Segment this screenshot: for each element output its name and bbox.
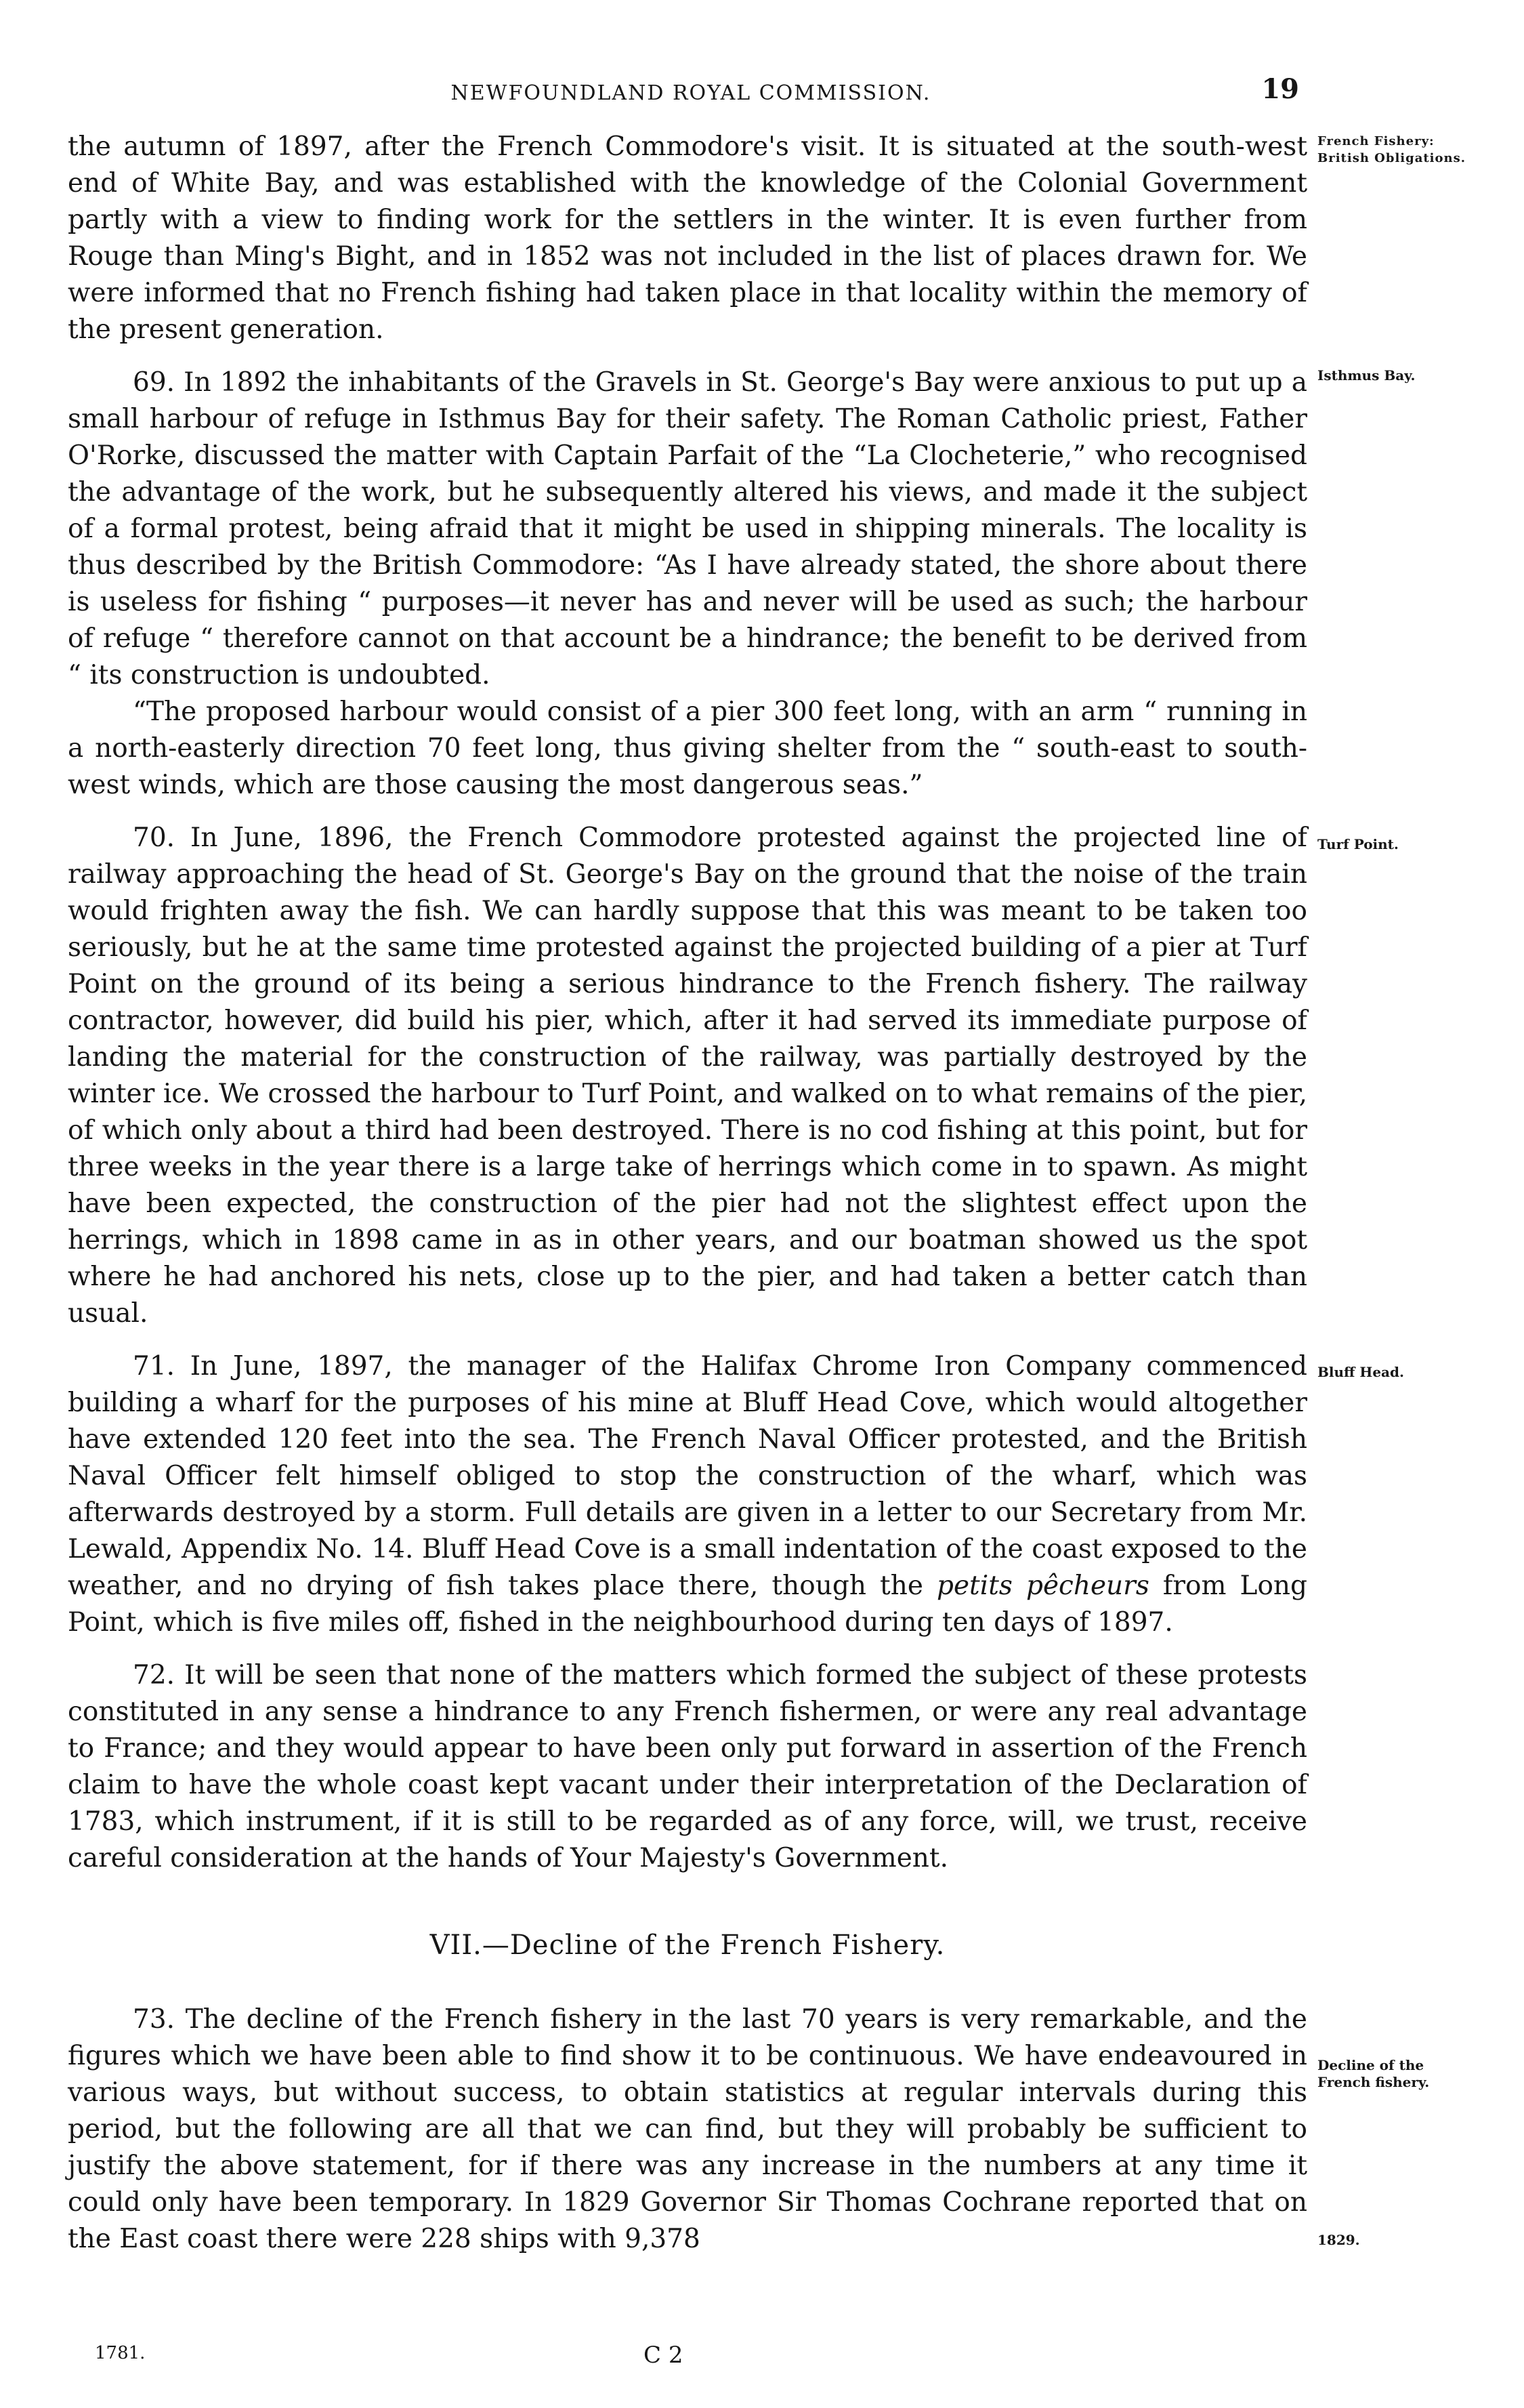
margin-note-isthmus-bay: Isthmus Bay. — [1317, 367, 1416, 383]
paragraph-continuation: the autumn of 1897, after the French Commodore's visit. It is situated at the south-west end of White Bay, and was established with the knowledge of the Colonial Government partly with a view to finding work for the settlers in the winter. It is even further from Rouge than Ming's Bight, and in 1852 was not included in the list of places drawn for. We were informed that no French fishing had taken place in that locality within the memory of the present generation. — [68, 131, 1307, 345]
paragraph-71 — [68, 1348, 1307, 1641]
print-mark: 1781. — [95, 2343, 146, 2363]
body-text — [68, 129, 1307, 2258]
margin-note-1829: 1829. — [1317, 2232, 1360, 2248]
signature-mark: C 2 — [643, 2342, 683, 2369]
paragraph-71-text-b: from Long Point, which is five miles off, fished in the neighbourhood during ten days of 1897. — [68, 1571, 1308, 1638]
paragraph-70: 70. In June, 1896, the French Commodore protested against the projected line of railway approaching the head of St. George's Bay on the ground that the noise of the train would frighten away the fish. We can hardly suppose that this was meant to be taken too seriously, but he at the same time protested against the projected building of a pier at Turf Point on the ground of its being a serious hindrance to the French fishery. The railway contractor, however, did build his pier, which, after it had served its immediate purpose of landing the material for the construction of the railway, was partially destroyed by the winter ice. We crossed the harbour to Turf Point, and walked on to what remains of the pier, of which only about a third had been destroyed. There is no cod fishing at this point, but for three weeks in the year there is a large take of herrings which come in to spawn. As might have been expected, the construction of the pier had not the slightest effect upon the herrings, which in 1898 came in as in other years, and our boatman showed us the spot where he had anchored his nets, close up to the pier, and had taken a better catch than usual. — [68, 823, 1307, 1329]
paragraph-71-text-a: 71. In June, 1897, the manager of the Halifax Chrome Iron Company commenced building a wharf for the purposes of his mine at Bluff Head Cove, which would altogether have extended 120 feet into the sea. The French Naval Officer protested, and the British Naval Officer felt himself obliged to stop the construction of the wharf, which was afterwards destroyed by a storm. Full details are given in a letter to our Secretary from Mr. Lewald, Appendix No. 14. Bluff Head Cove is a small indentation of the coast exposed to the weather, and no drying of fish takes place there, though the — [68, 1351, 1307, 1601]
paragraph-69: 69. In 1892 the inhabitants of the Gravels in St. George's Bay were anxious to put up a small harbour of refuge in Isthmus Bay for their safety. The Roman Catholic priest, Father O'Rorke, discussed the matter with Captain Parfait of the “La Clocheterie,” who recognised the advantage of the work, but he subsequently altered his views, and made it the subject of a formal protest, being afraid that it might be used in shipping minerals. The locality is thus described by the British Commodore: “As I have already stated, the shore about there is useless for fishing “ purposes—it never has and never will be used as such; the harbour of refuge “ therefore cannot on that account be a hindrance; the benefit to be derived from “ its construction is undoubted. — [68, 367, 1307, 690]
margin-note-decline: Decline of the French fishery. — [1317, 2057, 1430, 2090]
margin-note-turf-point: Turf Point. — [1317, 836, 1399, 852]
paragraph-72: 72. It will be seen that none of the matters which formed the subject of these protests constituted in any sense a hindrance to any French fishermen, or were any real advantage to France; and they would appear to have been only put forward in assertion of the French claim to have the whole coast kept vacant under their interpretation of the Declaration of 1783, which instrument, if it is still to be regarded as of any force, will, we trust, receive careful consideration at the hands of Your Majesty's Government. — [68, 1660, 1307, 1873]
page-number: 19 — [1261, 73, 1299, 105]
margin-note-french-fishery: French Fishery: British Obligations. — [1317, 134, 1466, 165]
paragraph-71-italic: petits pêcheurs — [937, 1571, 1149, 1601]
section-heading: VII.—Decline of the French Fishery. — [429, 1930, 946, 1961]
paragraph-69-quote: “The proposed harbour would consist of a pier 300 feet long, with an arm “ running in a north-easterly direction 70 feet long, thus giving shelter from the “ south-east to south-west winds, which are those causing the most dangerous seas.” — [68, 697, 1307, 800]
margin-note-bluff-head: Bluff Head. — [1317, 1364, 1404, 1380]
paragraph-73: 73. The decline of the French fishery in the last 70 years is very remarkable, and the figures which we have been able to find show it to be continuous. We have endeavoured in various ways, but without success, to obtain statistics at regular intervals during this period, but the following are all that we can find, but they will probably be sufficient to justify the above statement, for if there was any increase in the numbers at any time it could only have been temporary. In 1829 Governor Sir Thomas Cochrane reported that on the East coast there were 228 ships with 9,378 — [68, 2004, 1307, 2254]
running-title: NEWFOUNDLAND ROYAL COMMISSION. — [450, 81, 931, 105]
